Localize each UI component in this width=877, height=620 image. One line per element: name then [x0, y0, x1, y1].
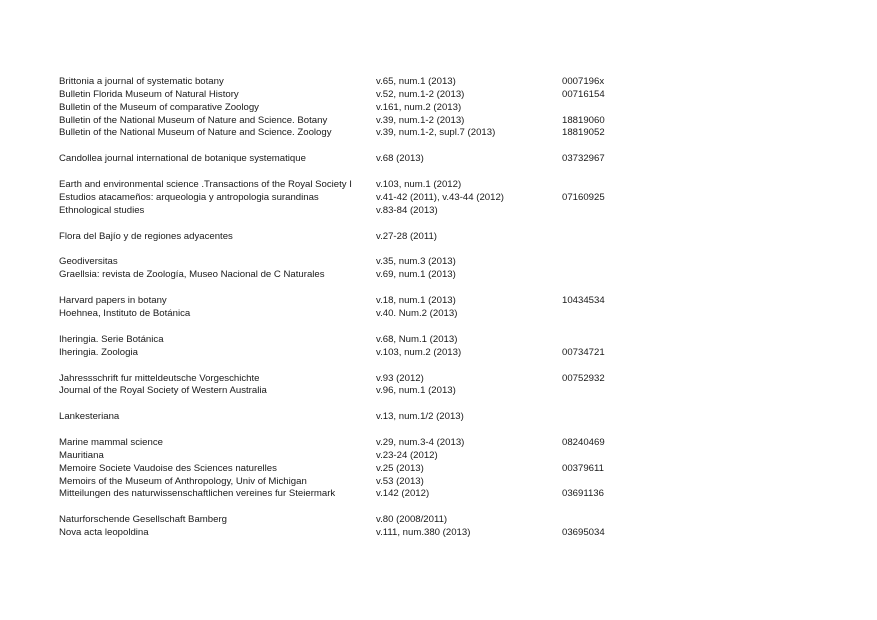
journal-title: Journal of the Royal Society of Western Australia: [59, 385, 267, 397]
journal-volume: v.25 (2013): [376, 462, 424, 474]
journal-group: [59, 514, 819, 540]
journal-title: Lankesteriana: [59, 411, 120, 423]
journal-row: [59, 192, 819, 205]
journal-row: [59, 205, 819, 218]
journal-title: Flora del Bajío y de regiones adyacentes: [59, 230, 233, 242]
journal-volume: v.40. Num.2 (2013): [376, 307, 458, 319]
journal-volume: v.29, num.3-4 (2013): [376, 437, 465, 449]
journal-title: Earth and environmental science .Transactions of the Royal Society I: [59, 179, 352, 191]
journal-group: [59, 437, 819, 501]
journal-title: Candollea journal international de botanique systematique: [59, 153, 306, 165]
journal-issn: 03695034: [562, 527, 605, 539]
journal-volume: v.13, num.1/2 (2013): [376, 411, 464, 423]
journal-row: [59, 127, 819, 140]
journal-group: [59, 334, 819, 360]
journal-list: [59, 76, 819, 553]
journal-title: Geodiversitas: [59, 256, 118, 268]
journal-row: [59, 102, 819, 115]
journal-row: [59, 334, 819, 347]
journal-row: [59, 437, 819, 450]
journal-title: Iheringia. Serie Botánica: [59, 333, 164, 345]
journal-issn: 00734721: [562, 346, 605, 358]
journal-title: Brittonia a journal of systematic botany: [59, 76, 224, 87]
journal-volume: v.18, num.1 (2013): [376, 295, 456, 307]
journal-volume: v.69, num.1 (2013): [376, 269, 456, 281]
journal-row: [59, 488, 819, 501]
journal-group: [59, 295, 819, 321]
journal-title: Mauritiana: [59, 449, 104, 461]
journal-issn: 00716154: [562, 88, 605, 100]
journal-volume: v.96, num.1 (2013): [376, 385, 456, 397]
journal-row: [59, 514, 819, 527]
journal-group: [59, 231, 819, 244]
journal-issn: 08240469: [562, 437, 605, 449]
journal-row: [59, 76, 819, 89]
journal-volume: v.103, num.2 (2013): [376, 346, 462, 358]
journal-volume: v.161, num.2 (2013): [376, 101, 462, 113]
journal-title: Iheringia. Zoologia: [59, 346, 138, 358]
journal-volume: v.39, num.1-2 (2013): [376, 114, 465, 126]
journal-title: Bulletin of the National Museum of Nature and Science. Zoology: [59, 127, 332, 139]
journal-issn: 07160925: [562, 191, 605, 203]
journal-row: [59, 463, 819, 476]
journal-volume: v.27-28 (2011): [376, 230, 437, 242]
journal-title: Bulletin Florida Museum of Natural History: [59, 88, 239, 100]
journal-row: [59, 115, 819, 128]
journal-title: Bulletin of the National Museum of Nature and Science. Botany: [59, 114, 328, 126]
journal-row: [59, 153, 819, 166]
journal-title: Naturforschende Gesellschaft Bamberg: [59, 514, 227, 526]
journal-row: [59, 89, 819, 102]
journal-row: [59, 308, 819, 321]
journal-row: [59, 385, 819, 398]
journal-volume: v.52, num.1-2 (2013): [376, 88, 465, 100]
journal-title: Memoirs of the Museum of Anthropology, Univ of Michigan: [59, 475, 307, 487]
journal-row: [59, 450, 819, 463]
journal-issn: 18819060: [562, 114, 605, 126]
journal-title: Marine mammal science: [59, 437, 163, 449]
journal-row: [59, 269, 819, 282]
journal-volume: v.65, num.1 (2013): [376, 76, 456, 87]
journal-volume: v.35, num.3 (2013): [376, 256, 456, 268]
journal-title: Mitteilungen des naturwissenschaftlichen vereines fur Steiermark: [59, 488, 336, 500]
journal-group: [59, 76, 819, 140]
journal-issn: 18819052: [562, 127, 605, 139]
journal-title: Ethnological studies: [59, 204, 145, 216]
journal-row: [59, 295, 819, 308]
journal-volume: v.93 (2012): [376, 372, 424, 384]
journal-title: Hoehnea, Instituto de Botánica: [59, 307, 191, 319]
journal-row: [59, 347, 819, 360]
journal-issn: 00379611: [562, 462, 604, 474]
journal-volume: v.142 (2012): [376, 488, 430, 500]
journal-title: Bulletin of the Museum of comparative Zoology: [59, 101, 259, 113]
journal-issn: 10434534: [562, 295, 605, 307]
journal-issn: 03691136: [562, 488, 604, 500]
journal-row: [59, 231, 819, 244]
journal-row: [59, 527, 819, 540]
journal-volume: v.103, num.1 (2012): [376, 179, 462, 191]
journal-volume: v.39, num.1-2, supl.7 (2013): [376, 127, 496, 139]
journal-issn: 03732967: [562, 153, 605, 165]
journal-volume: v.80 (2008/2011): [376, 514, 448, 526]
journal-volume: v.111, num.380 (2013): [376, 527, 471, 539]
journal-row: [59, 411, 819, 424]
journal-issn: 00752932: [562, 372, 605, 384]
journal-row: [59, 179, 819, 192]
journal-volume: v.68 (2013): [376, 153, 424, 165]
journal-row: [59, 256, 819, 269]
journal-title: Estudios atacameños: arqueologia y antropologia surandinas: [59, 191, 319, 203]
journal-row: [59, 476, 819, 489]
journal-group: [59, 411, 819, 424]
journal-issn: 0007196x: [562, 76, 605, 87]
journal-row: [59, 373, 819, 386]
journal-volume: v.41-42 (2011), v.43-44 (2012): [376, 191, 504, 203]
journal-group: [59, 256, 819, 282]
journal-group: [59, 153, 819, 166]
journal-title: Harvard papers in botany: [59, 295, 167, 307]
journal-volume: v.53 (2013): [376, 475, 424, 487]
journal-group: [59, 179, 819, 218]
journal-volume: v.83-84 (2013): [376, 204, 438, 216]
journal-title: Nova acta leopoldina: [59, 527, 149, 539]
journal-volume: v.23-24 (2012): [376, 449, 438, 461]
journal-title: Graellsia: revista de Zoología, Museo Nacional de C Naturales: [59, 269, 325, 281]
journal-volume: v.68, Num.1 (2013): [376, 333, 458, 345]
journal-title: Jahressschrift fur mitteldeutsche Vorgeschichte: [59, 372, 260, 384]
journal-group: [59, 373, 819, 399]
journal-title: Memoire Societe Vaudoise des Sciences naturelles: [59, 462, 277, 474]
